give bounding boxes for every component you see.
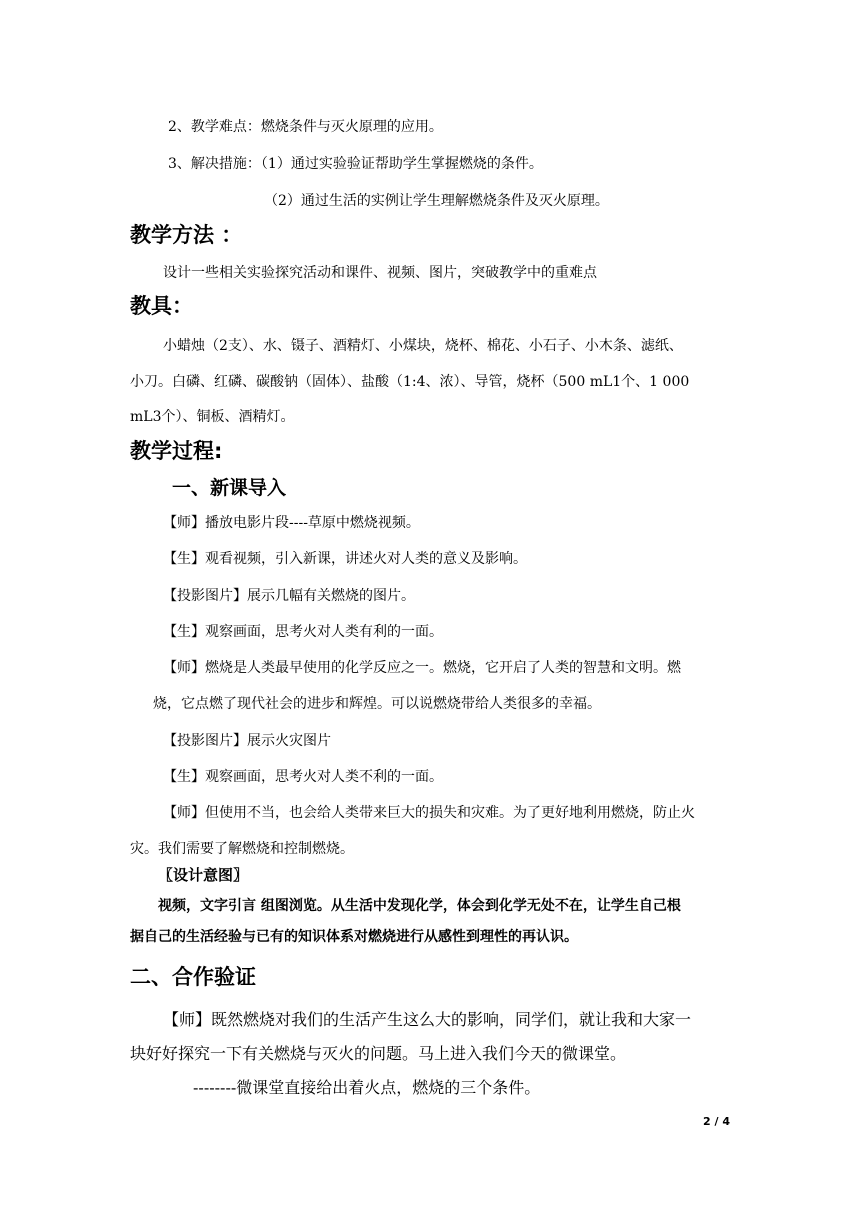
section-cooperative-verification-heading: 二、合作验证: [130, 965, 256, 989]
paragraph-line: 烧，它点燃了现代社会的进步和辉煌。可以说燃烧带给人类很多的幸福。: [153, 696, 601, 712]
teaching-method-text: 设计一些相关实验探究活动和课件、视频、图片，突破教学中的重难点: [163, 265, 597, 281]
page-number: 2 / 4: [703, 1115, 730, 1128]
teaching-process-heading: 教学过程:: [130, 439, 223, 463]
teaching-tools-line-1: 小蜡烛（2支）、水、镊子、酒精灯、小煤块，烧杯、棉花、小石子、小木条、滤纸、: [163, 338, 683, 354]
paragraph-line: 【生】观察画面，思考火对人类有利的一面。: [163, 624, 443, 640]
measures-line-1: 3、解决措施：（1）通过实验验证帮助学生掌握燃烧的条件。: [168, 156, 543, 172]
paragraph-line: 【生】观察画面，思考火对人类不利的一面。: [163, 769, 443, 785]
design-intent-line-1: 视频，文字引言 组图浏览。从生活中发现化学，体会到化学无处不在，让学生自己根: [158, 898, 681, 914]
teaching-tools-line-2: 小刀。白磷、红磷、碳酸钠（固体）、盐酸（1:4、浓）、导管，烧杯（500 mL1个、1 000: [130, 374, 690, 390]
paragraph-line: 【师】既然燃烧对我们的生活产生这么大的影响，同学们，就让我和大家一: [163, 1010, 692, 1029]
paragraph-line: 【师】播放电影片段----草原中燃烧视频。: [163, 515, 420, 531]
teaching-tools-heading: 教具：: [130, 294, 193, 318]
measures-line-2: （2）通过生活的实例让学生理解燃烧条件及灭火原理。: [264, 193, 609, 209]
section-new-lesson-heading: 一、新课导入: [172, 477, 287, 499]
paragraph-line: 【师】但使用不当，也会给人类带来巨大的损失和灾难。为了更好地利用燃烧，防止火: [163, 805, 695, 821]
paragraph-line: 【生】观看视频，引入新课，讲述火对人类的意义及影响。: [163, 551, 527, 567]
difficulty-line: 2、教学难点：燃烧条件与灭火原理的应用。: [168, 119, 443, 135]
paragraph-line: 块好好探究一下有关燃烧与灭火的问题。马上进入我们今天的微课堂。: [130, 1044, 627, 1063]
design-intent-heading: 〖设计意图〗: [158, 866, 249, 884]
paragraph-line: --------微课堂直接给出着火点，燃烧的三个条件。: [193, 1078, 541, 1097]
paragraph-line: 灾。我们需要了解燃烧和控制燃烧。: [130, 841, 354, 857]
teaching-tools-line-3: mL3个）、铜板、酒精灯。: [130, 409, 295, 425]
design-intent-line-2: 据自己的生活经验与已有的知识体系对燃烧进行从感性到理性的再认识。: [130, 929, 578, 945]
paragraph-line: 【投影图片】展示几幅有关燃烧的图片。: [163, 588, 415, 604]
teaching-method-heading: 教学方法 ：: [130, 223, 243, 247]
paragraph-line: 【投影图片】展示火灾图片: [163, 733, 331, 749]
paragraph-line: 【师】燃烧是人类最早使用的化学反应之一。燃烧，它开启了人类的智慧和文明。燃: [163, 660, 681, 676]
